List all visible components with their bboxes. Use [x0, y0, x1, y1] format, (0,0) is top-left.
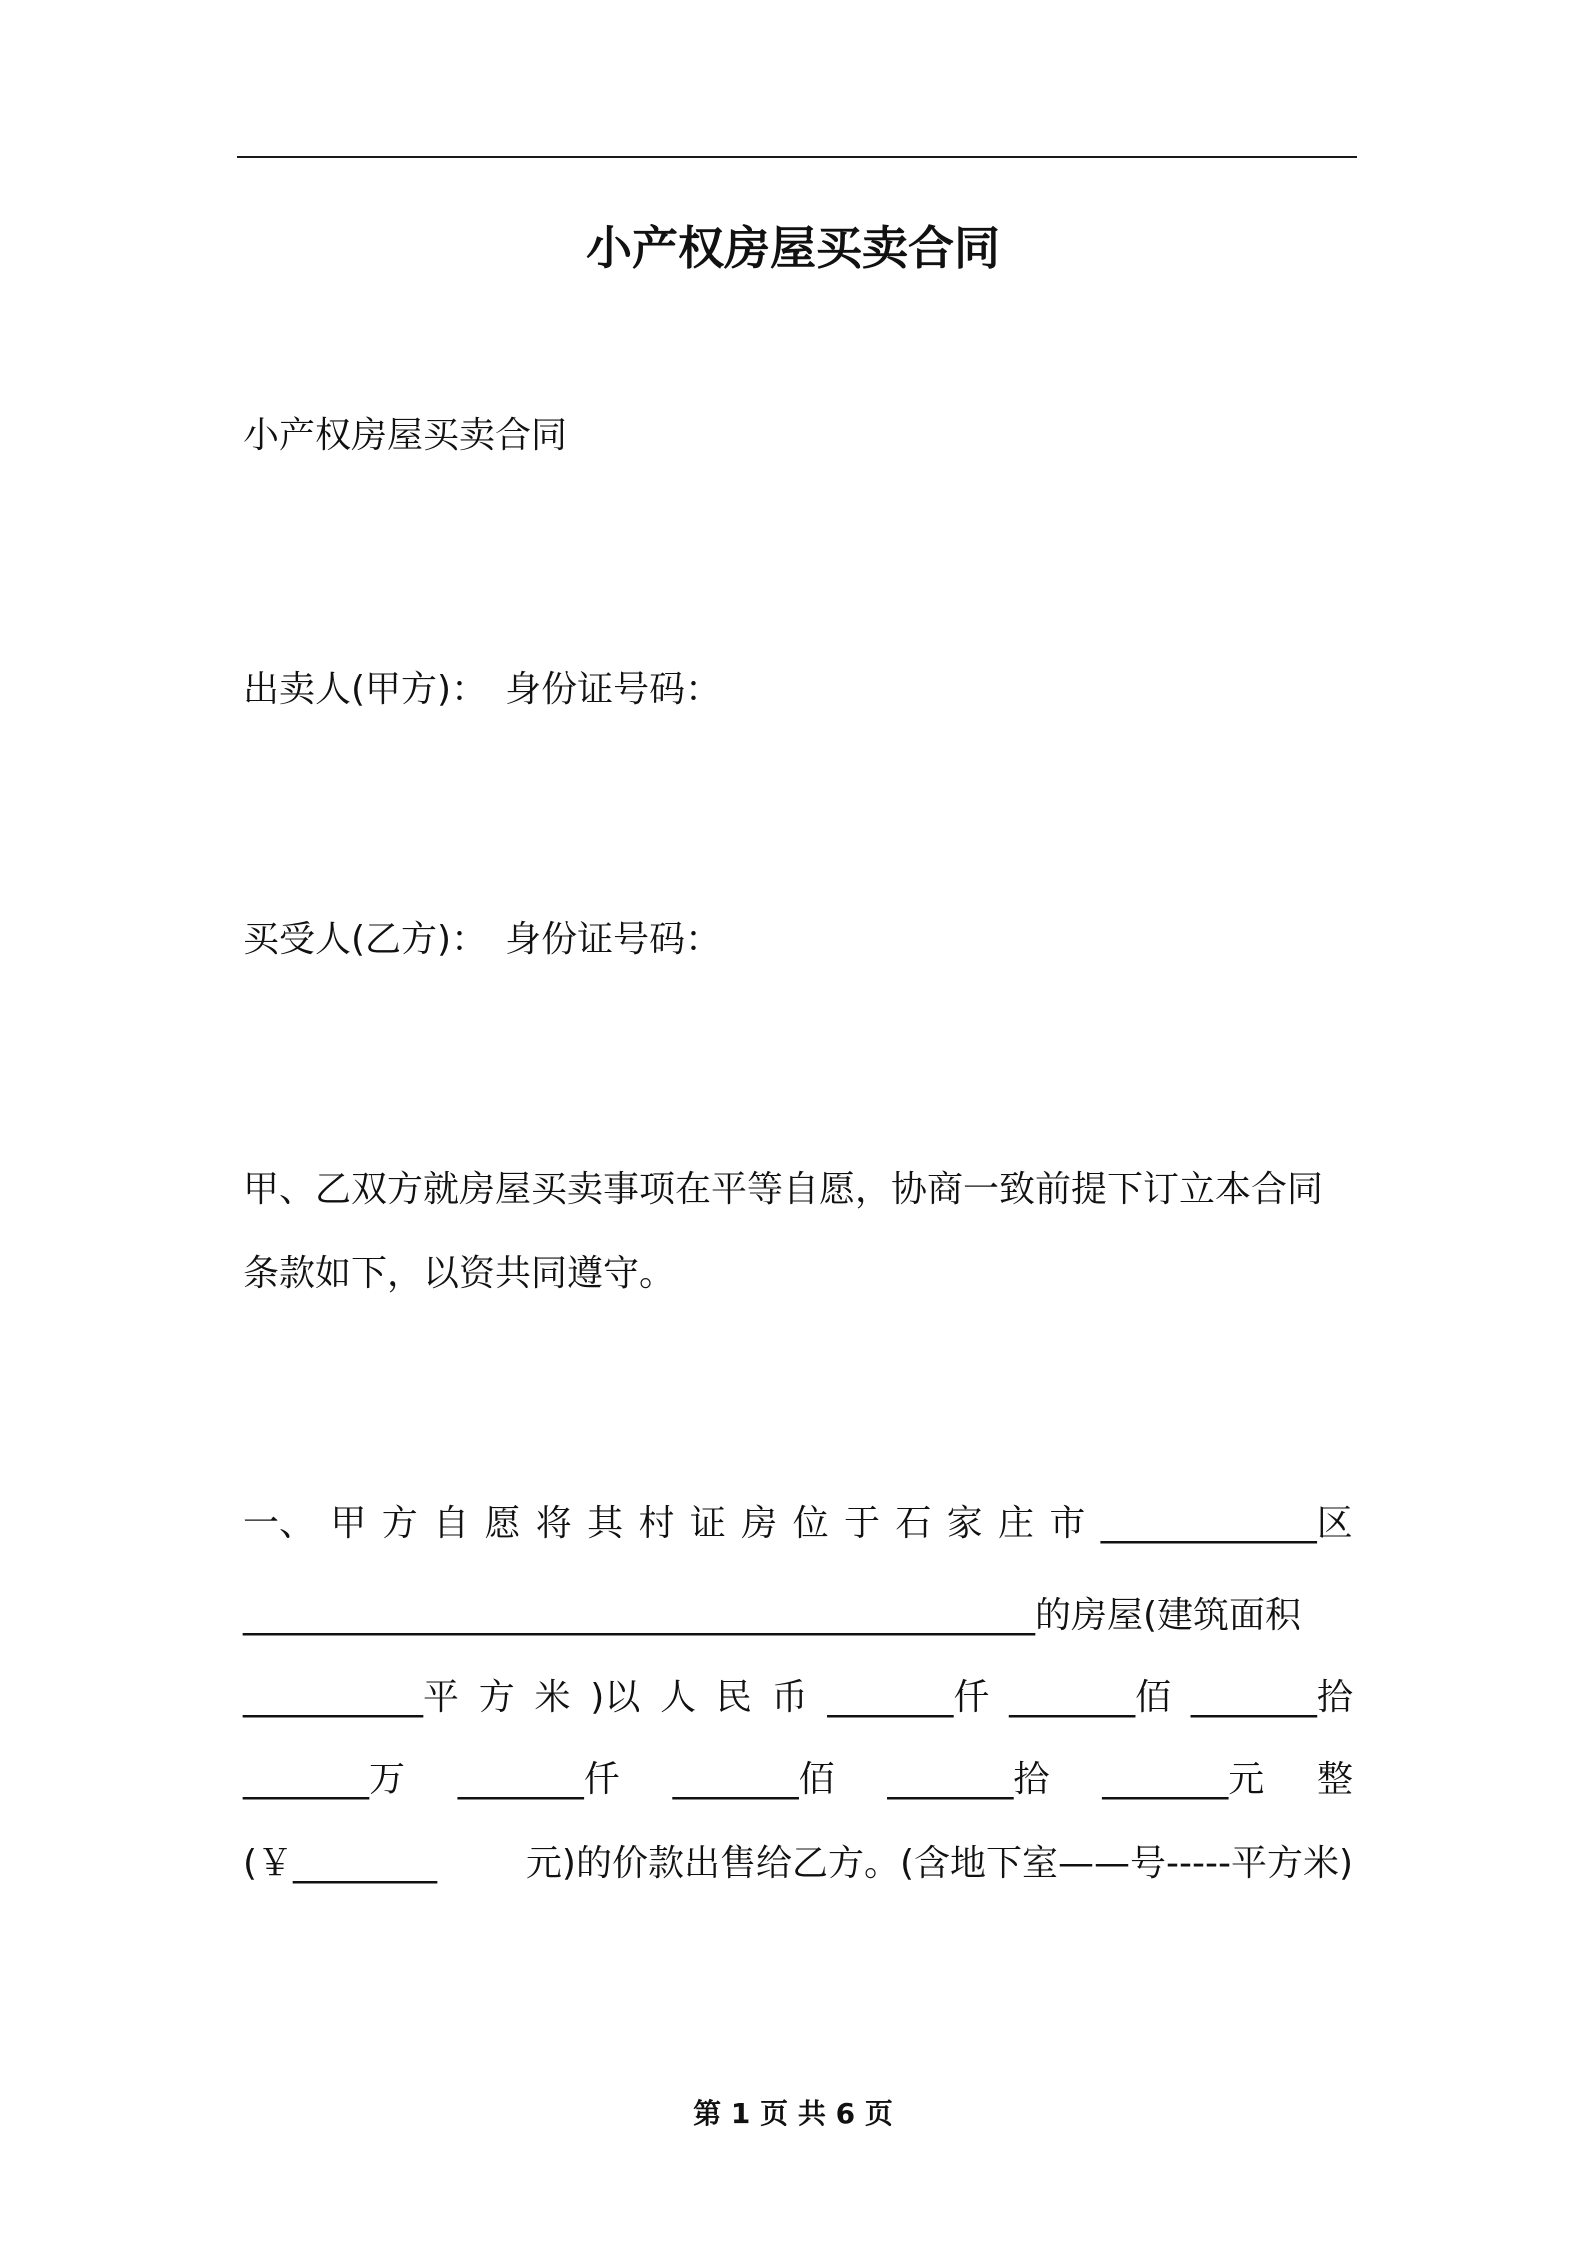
clause-text: 方 — [381, 1503, 418, 1544]
clause-text: 于 — [843, 1503, 880, 1544]
preamble-line-2: 条款如下，以资共同遵守。 — [243, 1253, 676, 1294]
clause-blank-ten-thousand: _______万 — [243, 1759, 406, 1800]
clause-text: )以 — [590, 1677, 641, 1718]
clause-text: 愿 — [484, 1503, 521, 1544]
clause1-line-2 — [243, 1592, 1353, 1640]
seller-line — [243, 666, 721, 714]
seller-label: 出卖人(甲方)： — [243, 669, 488, 710]
clause-text: 民 — [715, 1677, 752, 1718]
clause-text: 村 — [638, 1503, 675, 1544]
clause-blank-address: ____________________________________________的房屋(建筑面积 — [243, 1595, 1302, 1636]
clause-blank-district: ____________区 — [1100, 1503, 1353, 1544]
clause-text: 元)的价款出售给乙方。(含地下室——号-----平方米) — [525, 1843, 1353, 1884]
preamble-line-1: 甲、乙双方就房屋买卖事项在平等自愿，协商一致前提下订立本合同 — [243, 1169, 1324, 1210]
header-rule — [237, 156, 1357, 158]
clause-blank-hundred: _______佰 — [672, 1759, 835, 1800]
buyer-label: 买受人(乙方)： — [243, 919, 488, 960]
buyer-line — [243, 916, 721, 964]
clause-blank-yuan: _______元 — [1102, 1759, 1265, 1800]
clause-text: 自 — [433, 1503, 470, 1544]
clause-text: 方 — [478, 1677, 515, 1718]
clause-text: 石 — [895, 1503, 932, 1544]
document-title: 小产权房屋买卖合同 — [586, 221, 1000, 275]
clause-text: 币 — [771, 1677, 808, 1718]
clause-text: 将 — [535, 1503, 572, 1544]
clause1-line-1 — [243, 1500, 1353, 1548]
clause-blank-area: __________平 — [243, 1677, 460, 1718]
clause-text: 甲 — [330, 1503, 367, 1544]
seller-id-label: 身份证号码： — [505, 669, 722, 710]
clause-text: 家 — [946, 1503, 983, 1544]
clause-text: 庄 — [998, 1503, 1035, 1544]
clause-number: 一、 — [243, 1503, 316, 1544]
clause-text: 人 — [660, 1677, 697, 1718]
clause-text: 其 — [587, 1503, 624, 1544]
clause-text: 证 — [689, 1503, 726, 1544]
buyer-id-label: 身份证号码： — [505, 919, 722, 960]
clause-text: 市 — [1049, 1503, 1086, 1544]
clause-text: 整 — [1316, 1759, 1353, 1800]
clause-blank-thousand: _______仟 — [827, 1677, 990, 1718]
clause1-line-4 — [243, 1756, 1353, 1804]
page-footer: 第 1 页 共 6 页 — [693, 2097, 893, 2130]
clause1-line-3 — [243, 1674, 1353, 1722]
clause-blank-hundred: _______佰 — [1009, 1677, 1172, 1718]
clause-text: 房 — [741, 1503, 778, 1544]
document-subtitle: 小产权房屋买卖合同 — [243, 415, 568, 456]
clause-text: 米 — [534, 1677, 571, 1718]
clause-blank-ten: _______拾 — [887, 1759, 1050, 1800]
clause-text: 位 — [792, 1503, 829, 1544]
clause-blank-amount: (￥________ — [243, 1843, 438, 1884]
clause1-line-5 — [243, 1840, 1353, 1888]
clause-blank-thousand: _______仟 — [457, 1759, 620, 1800]
clause-blank-ten: _______拾 — [1190, 1677, 1353, 1718]
